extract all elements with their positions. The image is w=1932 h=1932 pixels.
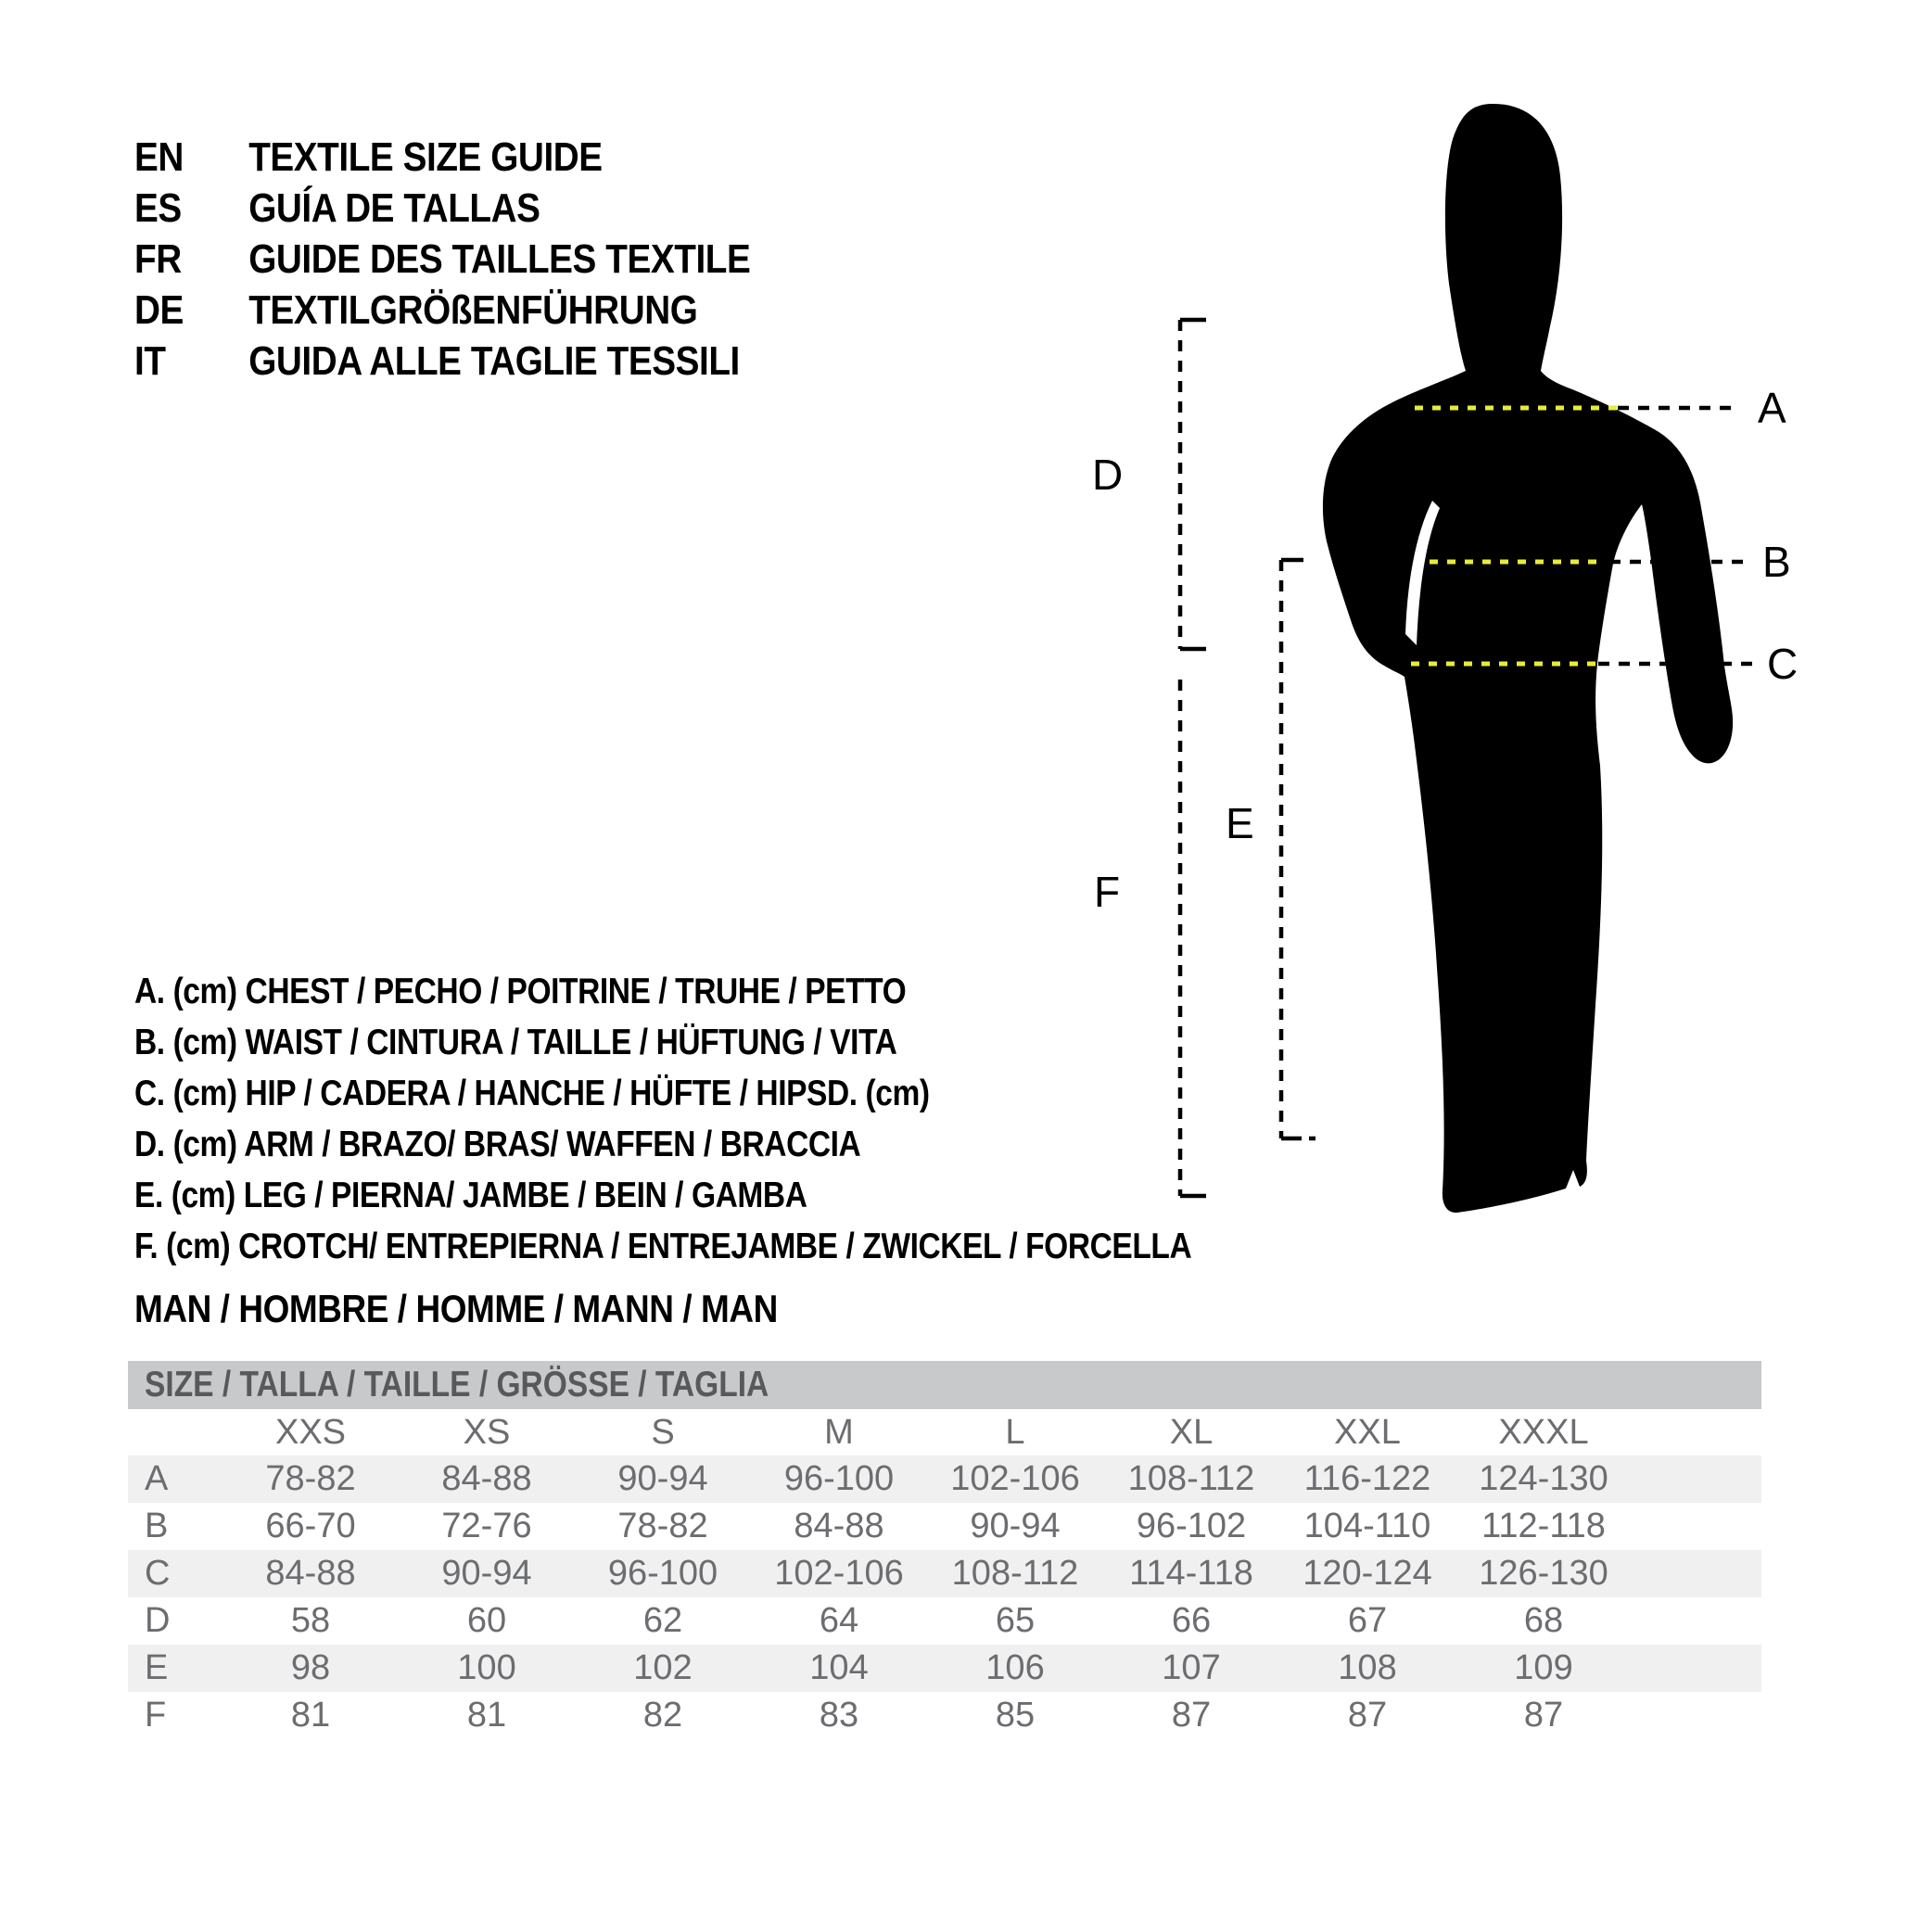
- size-value-cell: 60: [466, 1601, 507, 1640]
- size-value-cell: 58: [290, 1601, 331, 1640]
- language-code: FR: [134, 235, 182, 282]
- table-row: [128, 1645, 1761, 1692]
- language-code: ES: [134, 184, 182, 231]
- language-row-en: [134, 132, 750, 183]
- size-value-cell: 90-94: [970, 1506, 1061, 1545]
- size-value-cell: 64: [819, 1601, 859, 1640]
- measurement-legend: [134, 966, 1364, 1272]
- legend-row-c: C. (cm) HIP / CADERA / HANCHE / HÜFTE / HIPSD. (cm): [134, 1073, 930, 1113]
- language-title: TEXTILGRÖßENFÜHRUNG: [248, 286, 698, 333]
- size-value-cell: 84-88: [441, 1459, 532, 1498]
- size-value-cell: 114-118: [1129, 1554, 1253, 1593]
- legend-row-a: A. (cm) CHEST / PECHO / POITRINE / TRUHE / PETTO: [134, 971, 907, 1011]
- size-column-header: XL: [1169, 1412, 1214, 1452]
- table-row: [128, 1597, 1761, 1645]
- figure-label-c: C: [1767, 640, 1799, 688]
- size-value-cell: 116-122: [1303, 1459, 1431, 1498]
- size-value-cell: 100: [457, 1648, 516, 1687]
- language-title: GUIDE DES TAILLES TEXTILE: [248, 235, 751, 282]
- size-column-header: XXXL: [1498, 1412, 1589, 1452]
- language-row-de: [134, 285, 750, 336]
- size-value-cell: 67: [1347, 1601, 1388, 1640]
- row-measure-letter: D: [145, 1601, 171, 1640]
- size-value-cell: 66-70: [265, 1506, 356, 1545]
- language-title: GUIDA ALLE TAGLIE TESSILI: [248, 337, 740, 384]
- size-value-cell: 78-82: [265, 1459, 356, 1498]
- table-row: [128, 1550, 1761, 1597]
- size-column-header: S: [651, 1412, 675, 1452]
- legend-row-d: D. (cm) ARM / BRAZO/ BRAS/ WAFFEN / BRACCIA: [134, 1124, 861, 1164]
- size-value-cell: 96-100: [783, 1459, 895, 1498]
- size-value-cell: 90-94: [617, 1459, 708, 1498]
- language-code: EN: [134, 133, 184, 180]
- size-value-cell: 96-100: [607, 1554, 718, 1593]
- figure-label-e: E: [1226, 799, 1254, 847]
- language-title: TEXTILE SIZE GUIDE: [248, 133, 603, 180]
- size-value-cell: 126-130: [1479, 1554, 1608, 1593]
- size-value-cell: 87: [1171, 1696, 1212, 1735]
- size-value-cell: 62: [642, 1601, 683, 1640]
- size-value-cell: 108: [1338, 1648, 1397, 1687]
- size-value-cell: 81: [290, 1696, 331, 1735]
- size-column-header: L: [1005, 1412, 1025, 1452]
- size-value-cell: 68: [1523, 1601, 1564, 1640]
- size-value-cell: 84-88: [794, 1506, 884, 1545]
- row-measure-letter: A: [145, 1459, 169, 1498]
- size-value-cell: 108-112: [1127, 1459, 1255, 1498]
- row-measure-letter: C: [145, 1554, 171, 1593]
- size-table: [128, 1361, 1761, 1739]
- size-table-title: SIZE / TALLA / TAILLE / GRÖSSE / TAGLIA: [145, 1365, 769, 1405]
- size-value-cell: 66: [1171, 1601, 1212, 1640]
- row-measure-letter: E: [145, 1648, 169, 1687]
- size-column-header: XXS: [274, 1412, 347, 1452]
- size-value-cell: 85: [995, 1696, 1036, 1735]
- size-value-cell: 109: [1514, 1648, 1573, 1687]
- language-row-fr: [134, 234, 750, 285]
- figure-label-f: F: [1094, 868, 1121, 916]
- figure-label-d: D: [1092, 451, 1124, 499]
- size-table-body: [128, 1455, 1761, 1739]
- figure-label-b: B: [1762, 538, 1791, 586]
- row-measure-letter: B: [145, 1506, 169, 1545]
- size-value-cell: 82: [642, 1696, 683, 1735]
- language-row-es: [134, 183, 750, 234]
- size-table-header: [128, 1361, 1761, 1409]
- size-value-cell: 87: [1523, 1696, 1564, 1735]
- table-row: [128, 1503, 1761, 1550]
- size-value-cell: 98: [290, 1648, 331, 1687]
- size-value-cell: 78-82: [617, 1506, 708, 1545]
- size-table-column-headers: [128, 1409, 1761, 1455]
- size-value-cell: 124-130: [1479, 1459, 1608, 1498]
- language-code: DE: [134, 286, 184, 333]
- size-value-cell: 87: [1347, 1696, 1388, 1735]
- size-value-cell: 106: [985, 1648, 1045, 1687]
- size-value-cell: 83: [819, 1696, 859, 1735]
- size-value-cell: 65: [995, 1601, 1036, 1640]
- size-value-cell: 84-88: [265, 1554, 356, 1593]
- size-value-cell: 120-124: [1303, 1554, 1432, 1593]
- table-row: [128, 1455, 1761, 1503]
- size-value-cell: 102-106: [774, 1554, 904, 1593]
- size-column-header: XS: [463, 1412, 511, 1452]
- size-value-cell: 81: [466, 1696, 507, 1735]
- size-value-cell: 102-106: [950, 1459, 1080, 1498]
- size-value-cell: 104: [809, 1648, 869, 1687]
- language-title-block: [134, 132, 834, 387]
- size-value-cell: 104-110: [1303, 1506, 1431, 1545]
- legend-row-f: F. (cm) CROTCH/ ENTREPIERNA / ENTREJAMBE / ZWICKEL / FORCELLA: [134, 1226, 1192, 1266]
- size-value-cell: 108-112: [951, 1554, 1079, 1593]
- language-row-it: [134, 336, 750, 387]
- size-column-header: M: [824, 1412, 854, 1452]
- table-row: [128, 1692, 1761, 1739]
- legend-row-e: E. (cm) LEG / PIERNA/ JAMBE / BEIN / GAMBA: [134, 1175, 807, 1215]
- size-value-cell: 72-76: [441, 1506, 532, 1545]
- man-silhouette: [1323, 104, 1733, 1213]
- size-value-cell: 90-94: [441, 1554, 532, 1593]
- size-value-cell: 102: [633, 1648, 693, 1687]
- size-value-cell: 96-102: [1136, 1506, 1247, 1545]
- size-column-header: XXL: [1334, 1412, 1401, 1452]
- size-value-cell: 107: [1162, 1648, 1221, 1687]
- row-measure-letter: F: [145, 1696, 167, 1735]
- gender-heading: MAN / HOMBRE / HOMME / MANN / MAN: [134, 1287, 778, 1330]
- language-title: GUÍA DE TALLAS: [248, 184, 540, 231]
- language-code: IT: [134, 337, 166, 384]
- size-value-cell: 112-118: [1481, 1506, 1606, 1545]
- legend-row-b: B. (cm) WAIST / CINTURA / TAILLE / HÜFTUNG / VITA: [134, 1022, 897, 1062]
- figure-label-a: A: [1758, 384, 1786, 432]
